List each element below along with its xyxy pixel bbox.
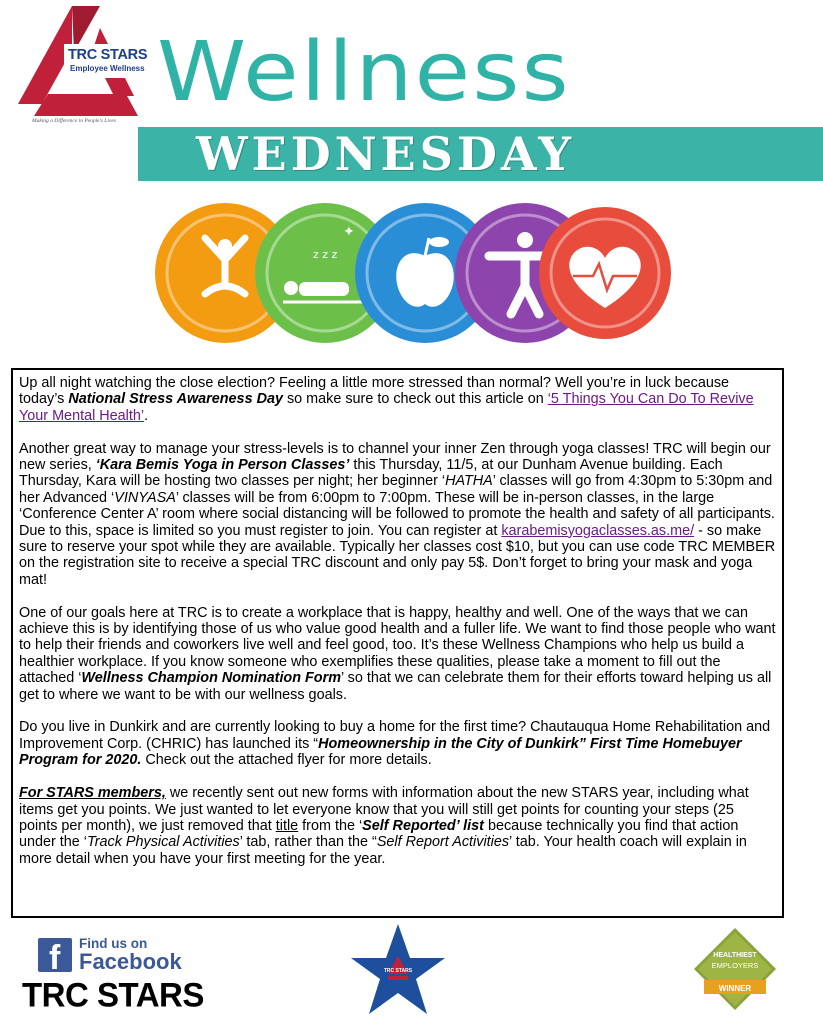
text: . xyxy=(144,407,149,424)
newsletter-content xyxy=(11,368,784,918)
facebook-icon: f xyxy=(38,938,72,972)
yoga-series-title: ‘Kara Bemis Yoga in Person Classes’ xyxy=(95,457,350,474)
text: so make sure to check out this article on xyxy=(282,391,548,408)
text: we recently sent out new forms with information about the new STARS year, including what items get you points. We just wanted to let everyone know that you will still get points for counting your steps (25 points per month), we just removed that xyxy=(19,785,749,834)
wellness-icons-row xyxy=(153,198,673,348)
logo-title: TRC STARS xyxy=(68,47,148,63)
text: One of our goals here at TRC is to create a workplace that is happy, healthy and well. One of the ways that we can achieve this is by identifying those of us who value good health and a fuller life. We want to find those people who want to help their friends and coworkers live well and feel good, too. It’s these Wellness Champions who help us build a healthier workplace. If you know someone who exemplifies these qualities, please take a moment to fill out the attached ‘ xyxy=(19,604,776,687)
wednesday-heading: WEDNESDAY xyxy=(196,127,576,181)
text: Another great way to manage your stress-levels is to channel your inner Zen through yoga classes! TRC will begin our new series, xyxy=(19,440,771,474)
badge-line-1: HEALTHIEST xyxy=(713,952,757,959)
text: - so make sure to reserve your spot while they are available. Typically her classes cost $10, but you can use code TRC MEMBER on the registration site to receive a special TRC discount and only pay 5$. Don’t forget to bring your mask and yoga mat! xyxy=(19,522,776,588)
vinyasa-label: VINYASA xyxy=(114,489,176,506)
facebook-name: Facebook xyxy=(79,949,182,974)
text: ’ tab, rather than the “ xyxy=(239,834,377,851)
nomination-form-title: Wellness Champion Nomination Form xyxy=(81,670,341,687)
facebook-find-text: Find us on xyxy=(79,936,148,951)
wellness-heading: Wellness xyxy=(157,25,571,120)
text: ’ so that we can celebrate them for their efforts toward helping us all get to where we want to be with our wellness goals. xyxy=(19,670,772,703)
svg-text:✦: ✦ xyxy=(343,224,355,240)
healthiest-employers-badge xyxy=(694,928,776,1014)
self-report-activities: Self Report Activities xyxy=(376,834,510,851)
text: ’ classes will go from 4:30pm to 5:30pm and her Advanced ‘ xyxy=(19,473,773,506)
badge-winner: WINNER xyxy=(718,984,752,993)
stars-members-heading: For STARS members, xyxy=(19,785,166,802)
text: from the ‘ xyxy=(298,817,363,834)
paragraph-stars-members xyxy=(19,785,776,867)
text: Do you live in Dunkirk and are currently looking to buy a home for the first time? Chautauqua Home Rehabilitation and Improvement Corp. (CHRIC) has launched its “ xyxy=(19,719,771,752)
paragraph-stress-awareness xyxy=(19,375,776,424)
text: this Thursday, 11/5, at our Dunham Avenue building. Each Thursday, Kara will be hosting two classes per night; her beginner ‘ xyxy=(19,457,723,490)
yoga-registration-link[interactable]: karabemisyogaclasses.as.me/ xyxy=(501,522,695,539)
track-physical-activities: Track Physical Activities xyxy=(87,834,240,851)
badge-icon xyxy=(694,928,776,1014)
facebook-badge[interactable] xyxy=(38,936,182,977)
paragraph-homebuyer xyxy=(19,719,776,768)
org-name: TRC STARS xyxy=(22,975,204,1014)
title-word: title xyxy=(275,817,299,834)
logo-subtitle: Employee Wellness xyxy=(70,64,145,73)
stress-awareness-day: National Stress Awareness Day xyxy=(68,391,283,408)
heart-icon xyxy=(539,207,671,339)
text: Check out the attached flyer for more details. xyxy=(141,752,432,769)
hatha-label: HATHA xyxy=(445,473,493,490)
badge-line-2: EMPLOYERS xyxy=(711,961,759,970)
text: ’ tab. Your health coach will explain in more detail when you have your first meeting for the year. xyxy=(19,834,747,867)
paragraph-yoga-classes xyxy=(19,441,776,589)
star-logo-text: TRC STARS xyxy=(383,968,413,974)
text: ’ classes will be from 6:00pm to 7:00pm. These will be in-person classes, in the large ‘Conference Center A’ room where social distancing will be followed to promote the health and safety of all participants. Due to this, space is limited so you must register to join. You can register at xyxy=(19,489,775,539)
self-reported-list: Self Reported’ list xyxy=(362,817,484,834)
mental-health-article-link[interactable]: ‘5 Things You Can Do To Revive Your Mental Health’ xyxy=(19,391,754,424)
paragraph-wellness-champion xyxy=(19,605,776,703)
trc-stars-logo xyxy=(14,4,154,130)
logo-tagline: Making a Difference in People's Lives xyxy=(32,118,116,124)
star-logo-icon xyxy=(350,922,446,1018)
text: Up all night watching the close election? Feeling a little more stressed than normal? Well you’re in luck because today’s xyxy=(19,375,730,408)
text: because technically you find that action under the ‘ xyxy=(19,817,739,851)
homebuyer-program-title: Homeownership in the City of Dunkirk” First Time Homebuyer Program for 2020. xyxy=(19,735,742,769)
svg-text:z z z: z z z xyxy=(313,248,338,261)
